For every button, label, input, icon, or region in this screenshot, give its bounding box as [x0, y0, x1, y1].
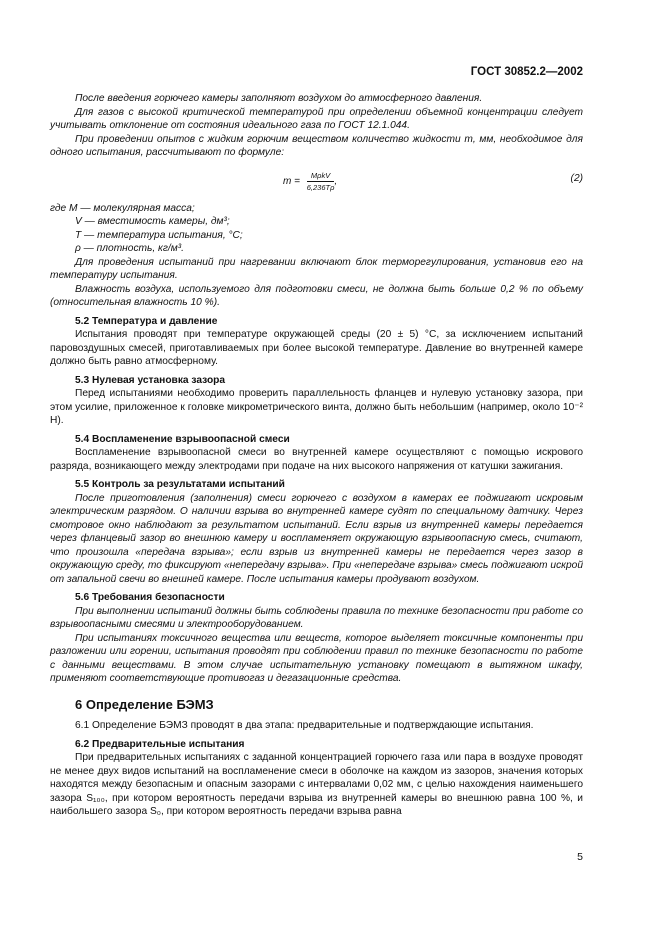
paragraph: Влажность воздуха, используемого для подготовки смеси, не должна быть больше 0,2 % по объему (относительная влажность 10 %).	[50, 283, 583, 308]
paragraph: Воспламенение взрывоопасной смеси во внутренней камере осуществляют с помощью искрового разряда, возникающего между электродами при подаче на них высокого напряжения от катушки зажигания.	[50, 447, 583, 472]
paragraph: При предварительных испытаниях с заданной концентрацией горючего газа или пара в воздухе проводят не менее двух видов испытаний на воспламенение смеси в оболочке на каждом из зазоров, значения которых находятся между безопасным и опасным зазорами с интервалами 0,02 мм, с целью нахождения наименьшего зазора S₁₀₀, при котором вероятность передачи взрыва из внутренней камеры во внешнюю равна 100 %, и наибольшего зазора S₀, при котором вероятность передачи взрыва равна	[50, 752, 583, 817]
variable-definition: где M — молекулярная масса;	[50, 202, 195, 214]
formula-2	[50, 164, 583, 202]
paragraph: Перед испытаниями необходимо проверить параллельность фланцев и нулевую установку зазора, при этом усилие, приложенное к головке микрометрического винта, должно быть небольшим (например, около 10⁻² Н).	[50, 388, 583, 426]
section-heading-5-6: 5.6 Требования безопасности	[75, 592, 225, 603]
section-heading-5-2: 5.2 Температура и давление	[75, 315, 218, 327]
formula-tail: ,	[334, 175, 338, 187]
page-number: 5	[577, 851, 583, 863]
variable-definition: T — температура испытания, °C;	[75, 229, 243, 241]
variable-definition: ρ — плотность, кг/м³.	[75, 243, 184, 254]
formula-denominator: 6,236Tρ	[306, 182, 335, 192]
section-heading-5-4: 5.4 Воспламенение взрывоопасной смеси	[75, 433, 290, 445]
section-heading-6: 6 Определение БЭМЗ	[75, 696, 214, 712]
paragraph: При проведении опытов с жидким горючим веществом количество жидкости m, мм, необходимое для одного испытания, рассчитывают по формуле:	[50, 133, 583, 158]
formula-fraction	[306, 170, 338, 193]
paragraph: При выполнении испытаний должны быть соблюдены правила по технике безопасности при работе со взрывоопасными смесями и электрооборудованием.	[50, 605, 583, 630]
paragraph: После приготовления (заполнения) смеси горючего с воздухом в камерах ее поджигают искровым электрическим разрядом. О наличии взрыва во внутренней камере судят по специальному датчику. Через смотровое окно наблюдают за результатом испытаний. Если взрыв из внутренней камеры передается через фланцевый зазор во внешнюю камеру и воспламеняет окружающую взрывоопасную смесь, считают, что произошла «передача взрыва»; если взрыв из внутренней камеры не передается через зазор в окружающую среду, то фиксируют «непередачу взрыва». При «непередаче взрыва» смесь поджигают искрой от запальной свечи во внешней камере. После испытания камеры продувают воздухом.	[50, 492, 583, 585]
paragraph: 6.1 Определение БЭМЗ проводят в два этапа: предварительные и подтверждающие испытания.	[75, 720, 534, 731]
paragraph: Для газов с высокой критической температурой при определении объемной концентрации следует учитывать отклонение от состояния идеального газа по ГОСТ 12.1.044.	[50, 106, 583, 131]
variable-definitions	[50, 202, 583, 256]
paragraph: Для проведения испытаний при нагревании включают блок терморегулирования, установив его на температуру испытания.	[50, 256, 583, 281]
paragraph: При испытаниях токсичного вещества или веществ, которое выделяет токсичные компоненты при разложении или горении, испытания проводят при соблюдении правил по технике безопасности по работе с данными веществами. В этом случае испытательную установку помещают в вытяжном шкафу, применяют соответствующие противогаз и дегазационные средства.	[50, 632, 583, 684]
paragraph: После введения горючего камеры заполняют воздухом до атмосферного давления.	[75, 93, 483, 104]
section-heading-5-5: 5.5 Контроль за результатами испытаний	[75, 479, 285, 490]
variable-definition: V — вместимость камеры, дм³;	[75, 216, 230, 227]
section-heading-6-2: 6.2 Предварительные испытания	[75, 738, 245, 750]
document-header: ГОСТ 30852.2—2002	[470, 66, 583, 78]
formula-lhs: m =	[283, 175, 300, 187]
paragraph: Испытания проводят при температуре окружающей среды (20 ± 5) °С, за исключением испытаний паровоздушных смесей, приготавливаемых при более высокой температуре. Давление во внутренней камере должно быть равно атмосферному.	[50, 329, 583, 367]
section-heading-5-3: 5.3 Нулевая установка зазора	[75, 374, 226, 386]
formula-number: (2)	[570, 172, 583, 184]
formula-numerator: MρkV	[307, 170, 335, 182]
page-body	[50, 92, 583, 819]
